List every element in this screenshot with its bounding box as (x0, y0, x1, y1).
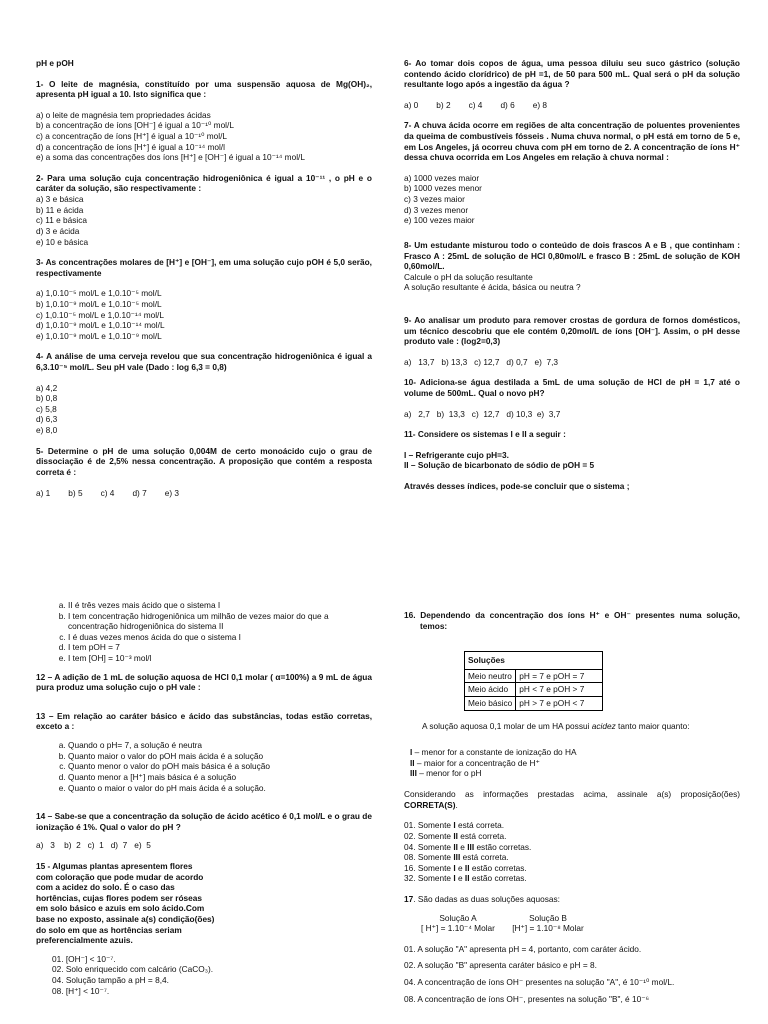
question-9-options: a) 13,7 b) 13,3 c) 12,7 d) 0,7 e) 7,3 (404, 356, 559, 367)
option: b. Quanto maior o valor do pOH mais ácida é a solução (68, 751, 372, 762)
option: a) 3 e básica (36, 194, 84, 205)
question-16-intro: A solução aquosa 0,1 molar de um HA possui acidez tanto maior quanto: (422, 720, 690, 731)
question-3: 3- As concentrações molares de [H⁺] e [OH⁻], em uma solução cujo pOH é 5,0 serão, respectivamente (36, 257, 372, 278)
solution-a (410, 913, 506, 934)
option: d. Quanto menor a [H⁺] mais básica é a solução (68, 772, 372, 783)
answer: 01. Somente I está correta. (404, 820, 505, 831)
option: e) 8,0 (36, 425, 58, 436)
page-title: pH e pOH (36, 58, 74, 68)
question-17-options (404, 944, 740, 1004)
option: e) 1,0.10⁻⁹ mol/L e 1,0.10⁻⁹ mol/L (36, 330, 162, 341)
question-15-line: com coloração que pode mudar de acordo (36, 871, 204, 882)
solution-b-conc: [H⁺] = 1.10⁻⁸ Molar (512, 923, 584, 934)
option: b) 11 e ácida (36, 204, 84, 215)
question-15-line: 15 - Algumas plantas apresentem flores (36, 860, 193, 871)
option: 01. [OH⁻] < 10⁻⁷. (52, 953, 116, 964)
option: b) 2 (436, 99, 451, 110)
option: 08. A concentração de íons OH⁻, presentes na solução "B", é 10⁻⁶ (404, 993, 649, 1004)
question-5-options (36, 488, 372, 499)
question-1-options (36, 110, 372, 163)
question-5: 5- Determine o pH de uma solução 0,004M de certo monoácido cujo o grau de dissociação é de 2,5% nessa concentração. A proposição que contém a resposta correta é : (36, 445, 372, 477)
question-15-options (36, 954, 372, 996)
option: 02. Solo enriquecido com calcário (CaCO₃). (52, 964, 214, 975)
question-15-line: com a acidez do solo. É o caso das (36, 882, 175, 893)
option: a. Quando o pH= 7, a solução é neutra (68, 740, 372, 751)
option: 04. A concentração de íons OH⁻ presentes na solução "A", é 10⁻¹⁰ mol/L. (404, 977, 675, 988)
option: 04. Solução tampão a pH = 8,4. (52, 975, 169, 986)
answer: 02. Somente II está correta. (404, 830, 507, 841)
question-4-options (36, 383, 372, 436)
option: c) 11 e básica (36, 215, 88, 226)
question-15-line: preferencialmente azuis. (36, 935, 133, 946)
item: I – menor for a constante de ionização do HA (410, 747, 577, 758)
option: c) a concentração de íons [H⁺] é igual a 10⁻¹⁰ mol/L (36, 131, 228, 142)
option: d) 7 (132, 487, 147, 498)
question-8-task: A solução resultante é ácida, básica ou neutra ? (404, 282, 581, 293)
option: b) a concentração de íons [OH⁻] é igual a 10⁻¹⁰ mol/L (36, 120, 234, 131)
table-cell: Meio básico (465, 697, 516, 711)
option: b) 0,8 (36, 393, 58, 404)
table-row (465, 683, 603, 697)
option: c) 3 vezes maior (404, 194, 465, 205)
question-3-options (36, 288, 372, 341)
option: 02. A solução "B" apresenta caráter básico e pH = 8. (404, 960, 597, 971)
table-header: Soluções (465, 652, 603, 670)
option: d) 6 (500, 99, 515, 110)
question-11-options (36, 600, 372, 664)
option: a) 1000 vezes maior (404, 172, 480, 183)
question-10: 10- Adiciona-se água destilada a 5mL de uma solução de HCl de pH = 1,7 até o volume de 500mL. Qual o novo pH? (404, 377, 740, 399)
option: b. I tem concentração hidrogeniônica um milhão de vezes maior do que a concentração hidrogeniônica do sistema II (68, 611, 372, 632)
option: a) 4,2 (36, 382, 58, 393)
question-14: 14 – Sabe-se que a concentração da solução de ácido acético é 0,1 mol/L e o grau de ionização é 1%. Qual o valor do pH ? (36, 811, 372, 832)
option: e. I tem [OH] = 10⁻³ mol/l (68, 653, 372, 664)
solution-a-label: Solução A (439, 912, 477, 923)
question-4: 4- A análise de uma cerveja revelou que sua concentração hidrogeniônica é igual a 6,3.10⁻⁵ mol/L. Seu pH vale (Dado : log 6,3 = 0,8) (36, 351, 372, 373)
solution-b (506, 913, 590, 934)
question-11-conclusion: Através desses índices, pode-se concluir que o sistema ; (404, 481, 630, 492)
option: a) 0 (404, 99, 419, 110)
answer: 16. Somente I e II estão corretas. (404, 862, 527, 873)
answer: 32. Somente I e II estão corretas. (404, 873, 527, 884)
right-column-top (404, 58, 740, 492)
question-7: 7- A chuva ácida ocorre em regiões de alta concentração de poluentes provenientes da queima de combustíveis fósseis . Numa chuva normal, o pH está em torno de 5 e, em Los Angeles, já ocorreu chuva com pH em torno de 2. A concentração de íons H⁺ dessa chuva ocorrida em Los Angeles em relação à chuva normal : (404, 120, 740, 163)
question-9: 9- Ao analisar um produto para remover crostas de gordura de fornos domésticos, um técnico descobriu que ele contém 0,20mol/L de íons [OH⁻]. Assim, o pH desse produto vale : (log2=0,3) (404, 314, 740, 347)
question-17-solutions (404, 913, 740, 934)
question-8: 8- Um estudante misturou todo o conteúdo de dois frascos A e B , que continham : Frasco A : 25mL de solução de HCl 0,80mol/L e frasco B : 25mL de solução de KOH 0,60mol/L. (404, 239, 740, 272)
table-cell: Meio ácido (465, 683, 516, 697)
option: a) 1,0.10⁻⁵ mol/L e 1,0.10⁻⁵ mol/L (36, 288, 162, 299)
table-cell: pH > 7 e pOH < 7 (516, 697, 603, 711)
question-17: 17. São dadas as duas soluções aquosas: (404, 893, 560, 904)
question-12: 12 – A adição de 1 mL de solução aquosa de HCl 0,1 molar ( α=100%) a 9 mL de água pura produz uma solução cujo o pH vale : (36, 671, 372, 693)
question-6: 6- Ao tomar dois copos de água, uma pessoa diluiu seu suco gástrico (solução contendo ácido clorídrico) de pH =1, de 50 para 500 mL. Qual será o pH da solução resultante logo após a ingestão da água ? (404, 58, 740, 90)
option: c) 1,0.10⁻⁵ mol/L e 1,0.10⁻¹⁴ mol/L (36, 309, 164, 320)
question-2-options (36, 194, 372, 247)
solution-b-label: Solução B (529, 912, 567, 923)
table-cell: pH = 7 e pOH = 7 (516, 669, 603, 683)
question-7-options (404, 173, 740, 226)
left-column-top (36, 58, 372, 498)
option: c) 4 (468, 99, 483, 110)
right-column-bottom (404, 610, 740, 1004)
table-header-row (465, 652, 603, 670)
option: e. Quanto o maior o valor do pH mais ácida é a solução. (68, 783, 372, 794)
table-cell: pH < 7 e pOH > 7 (516, 683, 603, 697)
option: e) 3 (164, 487, 180, 498)
question-13: 13 – Em relação ao caráter básico e ácido das substâncias, todas estão corretas, exceto a : (36, 710, 372, 732)
option: c. Quanto menor o valor do pOH mais básica é a solução (68, 761, 372, 772)
question-15-line: hortências, cujas flores podem ser róseas (36, 892, 203, 903)
option: e) a soma das concentrações dos íons [H⁺] e [OH⁻] é igual a 10⁻¹⁴ mol/L (36, 152, 305, 163)
option: b) 5 (68, 487, 83, 498)
option: a) o leite de magnésia tem propriedades ácidas (36, 109, 211, 120)
option: a) 1 (36, 487, 51, 498)
option: 08. [H⁺] < 10⁻⁷. (52, 985, 110, 996)
option: d. I tem pOH = 7 (68, 642, 372, 653)
option: d) 6,3 (36, 414, 58, 425)
question-13-options (36, 740, 372, 793)
option: 01. A solução "A" apresenta pH = 4, portanto, com caráter ácido. (404, 943, 642, 954)
option: e) 10 e básica (36, 236, 89, 247)
answer: 08. Somente III está correta. (404, 852, 509, 863)
question-16-items (404, 747, 740, 779)
question-6-options (404, 100, 740, 111)
option: d) a concentração de íons [H⁺] é igual a 10⁻¹⁴ mol/l (36, 141, 225, 152)
question-15-line: base no exposto, assinale a(s) condição(ões) (36, 914, 215, 925)
question-1: 1- O leite de magnésia, constituído por uma suspensão aquosa de Mg(OH)₂, apresenta pH igual a 10. Isto significa que : (36, 78, 372, 100)
option: e) 100 vezes maior (404, 215, 475, 226)
solution-a-conc: [ H⁺] = 1.10⁻⁴ Molar (421, 923, 495, 934)
left-column-bottom (36, 600, 372, 996)
question-14-options: a) 3 b) 2 c) 1 d) 7 e) 5 (36, 840, 151, 851)
option: b) 1,0.10⁻⁹ mol/L e 1,0.10⁻⁵ mol/L (36, 298, 162, 309)
answer: 04. Somente II e III estão corretas. (404, 841, 532, 852)
question-15 (36, 861, 372, 946)
table-row (465, 669, 603, 683)
option: d) 3 vezes menor (404, 204, 469, 215)
table-row (465, 697, 603, 711)
question-8-task: Calcule o pH da solução resultante (404, 271, 533, 282)
question-16: 16. Dependendo da concentração dos íons H⁺ e OH⁻ presentes numa solução, temos: (404, 610, 740, 631)
option: d) 1,0.10⁻⁹ mol/L e 1,0.10⁻¹⁴ mol/L (36, 320, 165, 331)
question-2: 2- Para uma solução cuja concentração hidrogeniônica é igual a 10⁻¹¹ , o pH e o caráter da solução, são respectivamente : (36, 172, 372, 194)
option: e) 8 (532, 99, 548, 110)
table-cell: Meio neutro (465, 669, 516, 683)
option: d) 3 e ácida (36, 225, 80, 236)
question-15-line: em solo básico e azuis em solo ácido.Com (36, 903, 205, 914)
question-16-answers (404, 820, 740, 884)
question-16-consider: Considerando as informações prestadas acima, assinale a(s) proposição(ões) CORRETA(S). (404, 789, 740, 810)
question-15-line: do solo em que as hortências seriam (36, 924, 182, 935)
option: c) 4 (100, 487, 115, 498)
option: c. I é duas vezes menos ácida do que o sistema I (68, 632, 372, 643)
system-2: II – Solução de bicarbonato de sódio de pOH = 5 (404, 460, 595, 471)
option: c) 5,8 (36, 403, 57, 414)
question-10-options: a) 2,7 b) 13,3 c) 12,7 d) 10,3 e) 3,7 (404, 408, 561, 419)
item: III – menor for o pH (410, 768, 482, 779)
item: II – maior for a concentração de H⁺ (410, 757, 540, 768)
option: a. II é três vezes mais ácido que o sistema I (68, 600, 372, 611)
question-11: 11- Considere os sistemas I e II a seguir : (404, 429, 566, 440)
option: b) 1000 vezes menor (404, 183, 482, 194)
solutions-table (464, 651, 603, 710)
system-1: I – Refrigerante cujo pH=3. (404, 449, 509, 460)
